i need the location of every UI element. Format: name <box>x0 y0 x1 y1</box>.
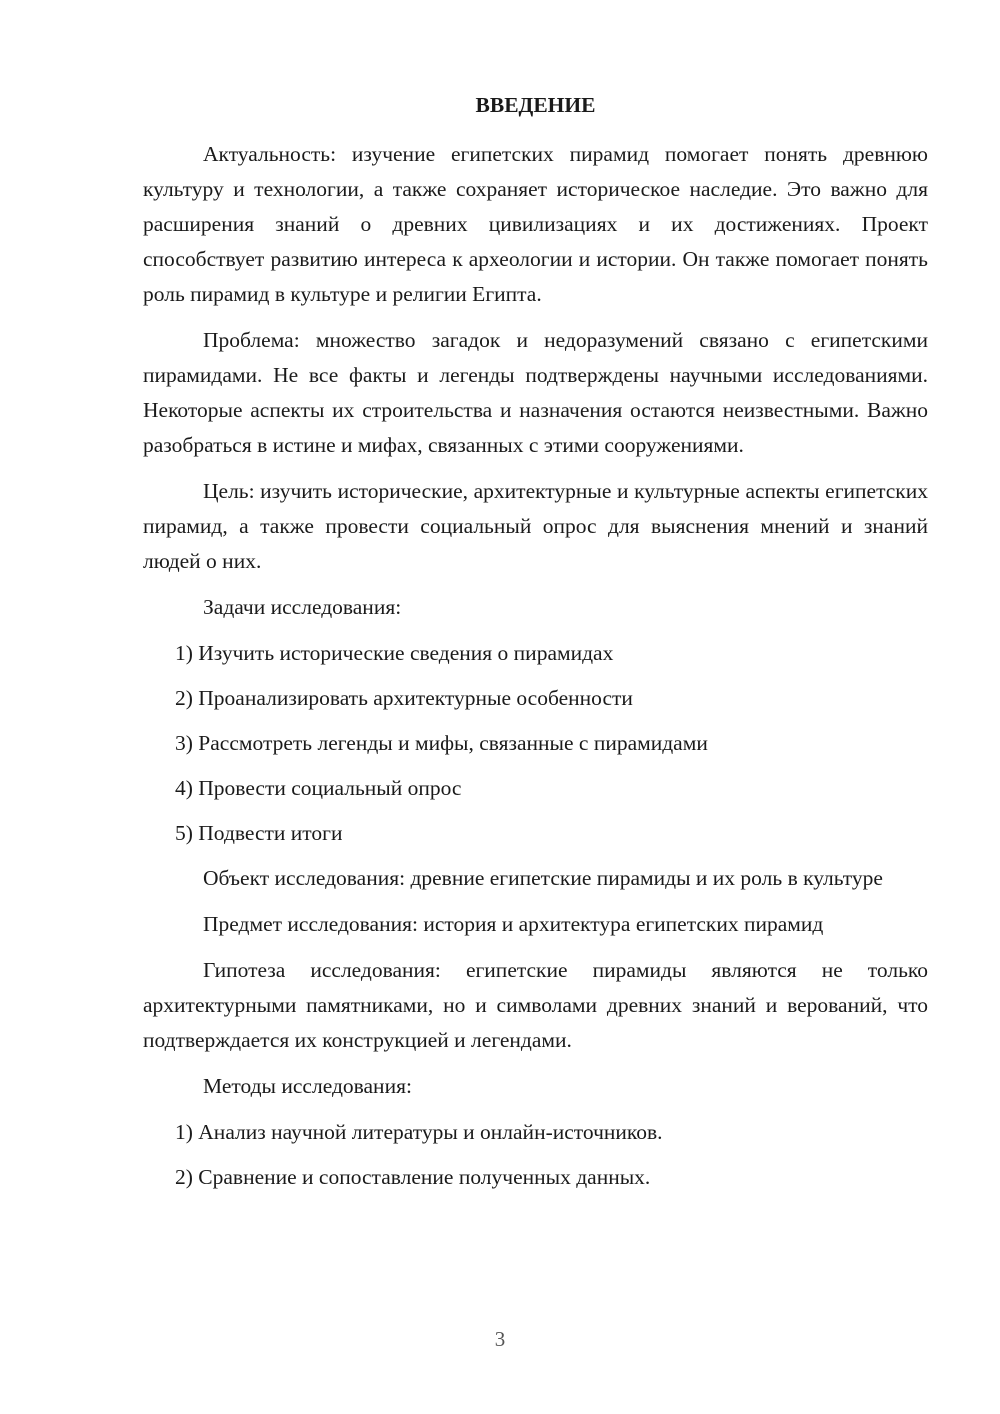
subject-paragraph: Предмет исследования: история и архитектура египетских пирамид <box>203 912 824 936</box>
list-item: 4) Провести социальный опрос <box>175 776 462 800</box>
methods-heading: Методы исследования: <box>203 1074 412 1098</box>
list-item: 3) Рассмотреть легенды и мифы, связанные с пирамидами <box>175 731 708 755</box>
list-item: 2) Проанализировать архитектурные особенности <box>175 686 633 710</box>
list-item: 2) Сравнение и сопоставление полученных данных. <box>175 1165 651 1189</box>
methods-list <box>143 1115 928 1195</box>
page-number: 3 <box>494 1327 506 1351</box>
tasks-list <box>143 636 928 851</box>
list-item: 1) Анализ научной литературы и онлайн-источников. <box>175 1120 663 1144</box>
object-paragraph: Объект исследования: древние египетские пирамиды и их роль в культуре <box>203 866 883 890</box>
relevance-paragraph: Актуальность: изучение египетских пирамид помогает понять древнюю культуру и технологии, а также сохраняет историческое наследие. Это важно для расширения знаний о древних цивилизациях и их достижениях. Проект способствует развитию интереса к археологии и истории. Он также помогает понять роль пирамид в культуре и религии Египта. <box>143 142 928 306</box>
list-item: 1) Изучить исторические сведения о пирамидах <box>175 641 614 665</box>
document-page <box>143 88 928 1205</box>
tasks-heading: Задачи исследования: <box>203 595 402 619</box>
hypothesis-paragraph: Гипотеза исследования: египетские пирамиды являются не только архитектурными памятниками, но и символами древних знаний и верований, что подтверждается их конструкцией и легендами. <box>143 958 928 1052</box>
goal-paragraph: Цель: изучить исторические, архитектурные и культурные аспекты египетских пирамид, а также провести социальный опрос для выяснения мнений и знаний людей о них. <box>143 479 928 573</box>
problem-paragraph: Проблема: множество загадок и недоразумений связано с египетскими пирамидами. Не все факты и легенды подтверждены научными исследованиями. Некоторые аспекты их строительства и назначения остаются неизвестными. Важно разобраться в истине и мифах, связанных с этими сооружениями. <box>143 328 928 457</box>
list-item: 5) Подвести итоги <box>175 821 343 845</box>
page-title: ВВЕДЕНИЕ <box>475 93 596 117</box>
